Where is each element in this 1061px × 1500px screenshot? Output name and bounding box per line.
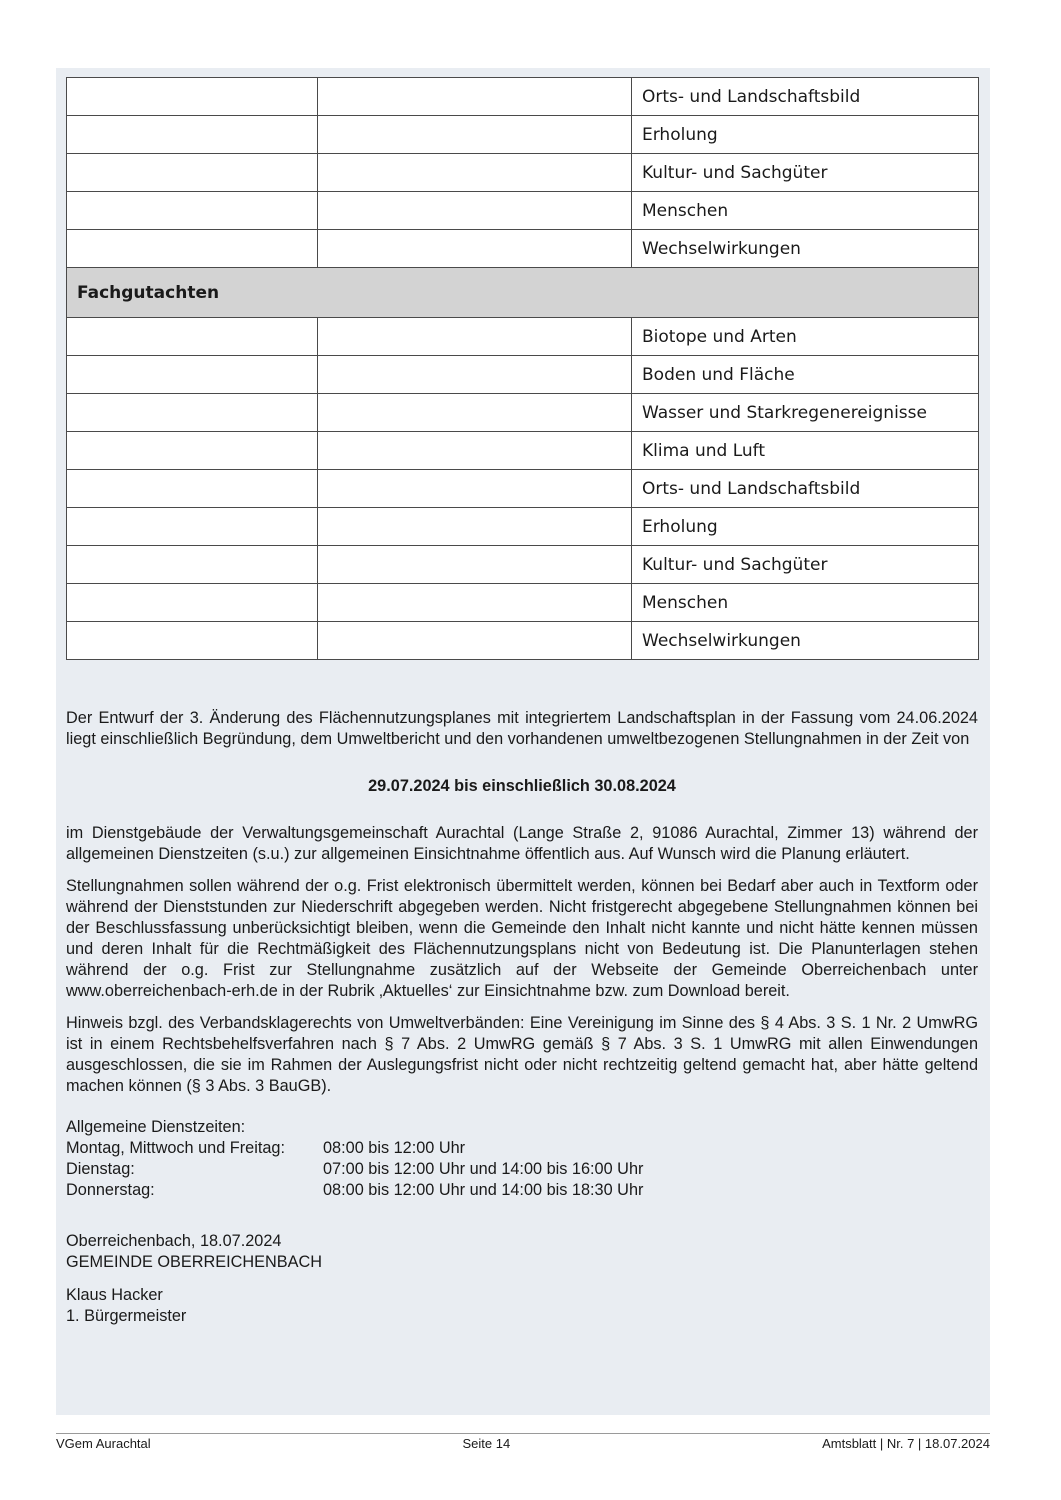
- table-cell-topic: Menschen: [632, 192, 979, 230]
- display-period: 29.07.2024 bis einschließlich 30.08.2024: [368, 777, 676, 795]
- office-hours-time: 08:00 bis 12:00 Uhr und 14:00 bis 18:30 Uhr: [323, 1181, 644, 1199]
- municipality-name: GEMEINDE OBERREICHENBACH: [66, 1253, 323, 1271]
- table-cell-topic: Kultur- und Sachgüter: [632, 154, 979, 192]
- table-cell-topic: Menschen: [632, 584, 979, 622]
- table-cell-topic: Klima und Luft: [632, 432, 979, 470]
- signatory-title: 1. Bürgermeister: [66, 1307, 187, 1325]
- signatory-name: Klaus Hacker: [66, 1286, 163, 1304]
- table-row: [67, 116, 979, 154]
- location-paragraph: im Dienstgebäude der Verwaltungsgemeinschaft Aurachtal (Lange Straße 2, 91086 Aurachtal, Zimmer 13) während der allgemeinen Dienstzeiten (s.u.) zur allgemeinen Einsichtnahme öffentlich aus. Auf Wunsch wird die Planung erläutert.: [66, 824, 978, 863]
- table-row: [67, 432, 979, 470]
- table-row: [67, 470, 979, 508]
- table-row: [67, 584, 979, 622]
- table-row: [67, 192, 979, 230]
- legal-notice-paragraph: Hinweis bzgl. des Verbandsklagerechts von Umweltverbänden: Eine Vereinigung im Sinne des § 4 Abs. 3 S. 1 Nr. 2 UmwRG ist in einem Rechtsbehelfsverfahren nach § 7 Abs. 2 UmwRG gemäß § 7 Abs. 3 S. 1 UmwRG mit allen Einwendungen ausgeschlossen, die sie im Rahmen der Auslegungsfrist nicht oder nicht rechtzeitig geltend gemacht hat, aber hätte geltend machen können (§ 3 Abs. 3 BauGB).: [66, 1014, 978, 1095]
- section-heading: Fachgutachten: [67, 268, 979, 318]
- table-cell-topic: Orts- und Landschaftsbild: [632, 470, 979, 508]
- content-panel: [56, 68, 990, 1415]
- table-cell-topic: Erholung: [632, 508, 979, 546]
- table-row: [67, 230, 979, 268]
- office-hours-row: [66, 1138, 978, 1159]
- table-row: [67, 154, 979, 192]
- page-footer: [56, 1433, 990, 1451]
- office-hours-row: [66, 1180, 978, 1201]
- table-cell-topic: Orts- und Landschaftsbild: [632, 78, 979, 116]
- statements-paragraph: Stellungnahmen sollen während der o.g. Frist elektronisch übermittelt werden, können bei Bedarf aber auch in Textform oder während der Dienststunden zur Niederschrift abgegeben werden. Nicht fristgerecht abgegebene Stellungnahmen können bei der Beschlussfassung unberücksichtigt bleiben, wenn die Gemeinde den Inhalt nicht kannte und nicht hätte kennen müssen und deren Inhalt für die Rechtmäßigkeit des Flächennutzungsplans nicht von Bedeutung ist. Die Planunterlagen stehen während der o.g. Frist zur Stellungnahme zusätzlich auf der Webseite der Gemeinde Oberreichenbach unter www.oberreichenbach-erh.de in der Rubrik ‚Aktuelles‘ zur Einsichtnahme bzw. zum Download bereit.: [66, 877, 978, 1000]
- table-row: [67, 356, 979, 394]
- intro-paragraph: Der Entwurf der 3. Änderung des Flächennutzungsplanes mit integriertem Landschaftsplan in der Fassung vom 24.06.2024 liegt einschließlich Begründung, dem Umweltbericht und den vorhandenen umweltbezogenen Stellungnahmen in der Zeit von: [66, 709, 978, 748]
- notice-text: [66, 708, 978, 1327]
- office-hours-time: 07:00 bis 12:00 Uhr und 14:00 bis 16:00 Uhr: [323, 1160, 644, 1178]
- table-cell-topic: Wechselwirkungen: [632, 230, 979, 268]
- table-row: [67, 78, 979, 116]
- office-hours-day: Dienstag:: [66, 1160, 135, 1178]
- table-cell-topic: Biotope und Arten: [632, 318, 979, 356]
- office-hours-day: Montag, Mittwoch und Freitag:: [66, 1139, 285, 1157]
- table-cell-topic: Wechselwirkungen: [632, 622, 979, 660]
- page-number: Seite 14: [462, 1436, 511, 1451]
- table-row: [67, 622, 979, 660]
- office-hours-row: [66, 1159, 978, 1180]
- office-hours-day: Donnerstag:: [66, 1181, 155, 1199]
- assessment-table: [66, 77, 979, 660]
- table-cell-topic: Boden und Fläche: [632, 356, 979, 394]
- office-hours: [66, 1117, 978, 1201]
- office-hours-time: 08:00 bis 12:00 Uhr: [323, 1139, 466, 1157]
- table-cell-topic: Erholung: [632, 116, 979, 154]
- footer-left: VGem Aurachtal: [56, 1436, 151, 1451]
- section-row: [67, 268, 979, 318]
- signatory: [66, 1285, 978, 1327]
- table-row: [67, 546, 979, 584]
- footer-right: Amtsblatt | Nr. 7 | 18.07.2024: [822, 1436, 990, 1451]
- table-cell-topic: Wasser und Starkregenereignisse: [632, 394, 979, 432]
- table-row: [67, 394, 979, 432]
- office-hours-heading: Allgemeine Dienstzeiten:: [66, 1118, 246, 1136]
- table-row: [67, 318, 979, 356]
- table-cell-topic: Kultur- und Sachgüter: [632, 546, 979, 584]
- table-row: [67, 508, 979, 546]
- signature-block: [66, 1231, 978, 1273]
- place-date: Oberreichenbach, 18.07.2024: [66, 1232, 282, 1250]
